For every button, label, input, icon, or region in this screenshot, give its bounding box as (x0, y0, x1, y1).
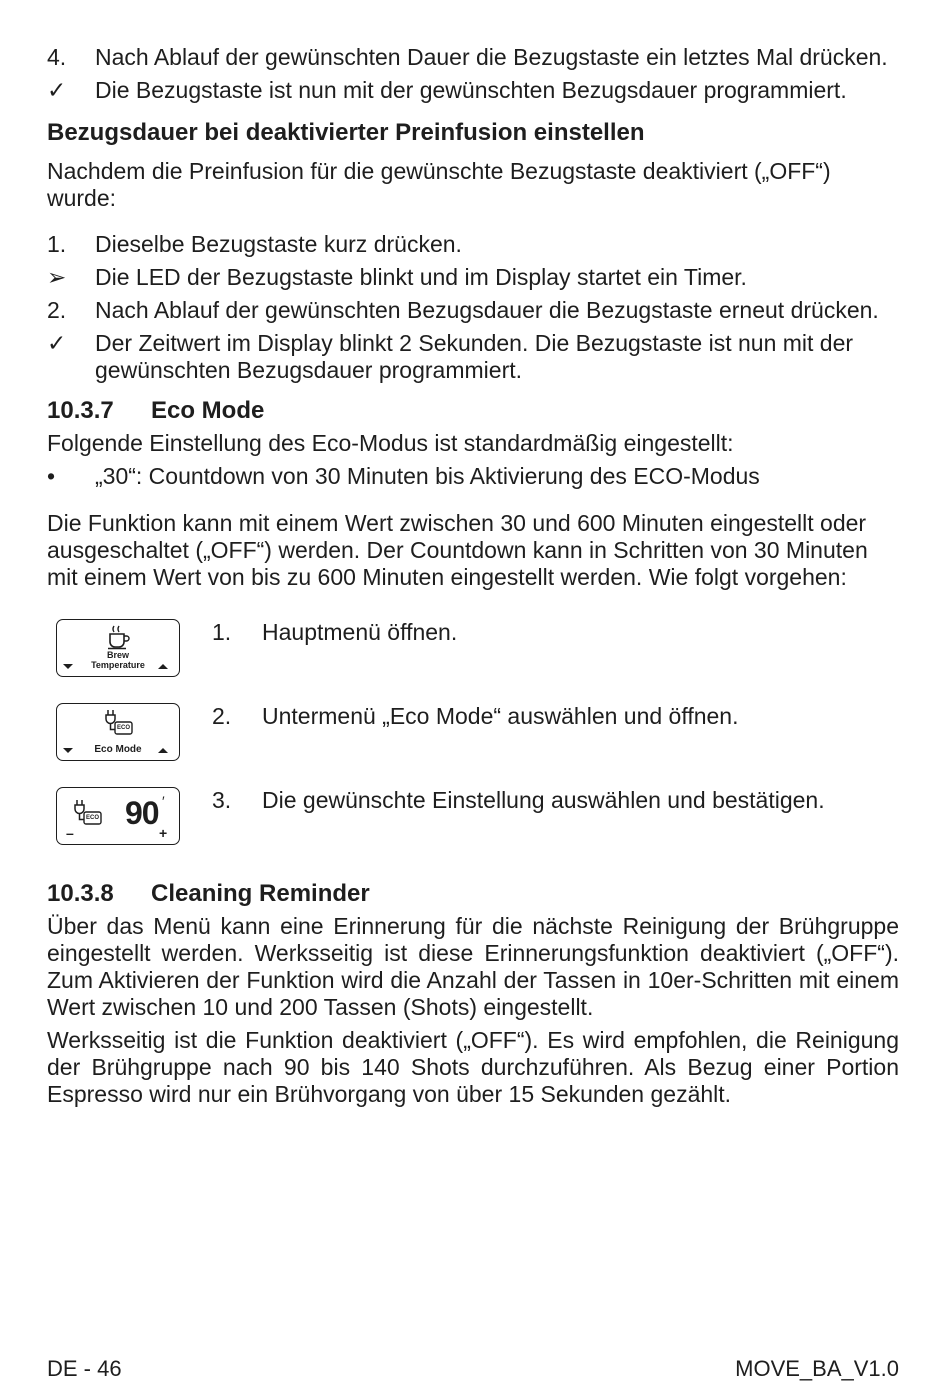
bullet-text: „30“: Countdown von 30 Minuten bis Aktivierung des ECO-Modus (95, 463, 760, 489)
document-id: MOVE_BA_V1.0 (735, 1356, 899, 1381)
list-item (47, 44, 899, 71)
list-item (47, 297, 899, 324)
display-label: Eco Mode (94, 744, 142, 755)
display-unit: ′ (162, 793, 165, 809)
step-number: 2. (212, 703, 232, 729)
step-text: Untermenü „Eco Mode“ auswählen und öffnen. (262, 703, 739, 729)
manual-page (47, 44, 899, 1108)
step-text: Dieselbe Bezugstaste kurz drücken. (95, 231, 462, 257)
section-heading-eco-mode (47, 396, 899, 426)
list-item (47, 77, 899, 104)
section-heading-cleaning-reminder (47, 879, 899, 909)
result-marker: ✓ (47, 330, 67, 356)
step-marker: 4. (47, 44, 67, 70)
section-description: Die Funktion kann mit einem Wert zwischen 30 und 600 Minuten eingestellt oder ausgeschaltet („OFF“) werden. Der Countdown kann in Schritten von 30 Minuten mit einem Wert von bis zu 600 Minuten eingestellt werden. Wie folgt vorgehen: (47, 510, 868, 590)
step-text: Hauptmenü öffnen. (262, 619, 458, 645)
section-paragraph: Werksseitig ist die Funktion deaktiviert („OFF“). Es wird empfohlen, die Reinigung der Brühgruppe nach 90 bis 140 Shots durchzuführen. Als Bezug einer Portion Espresso wird nur ein Brühvorgang von über 15 Sekunden gezählt. (47, 1027, 899, 1107)
eco-badge: ECO (85, 815, 99, 821)
page-number: DE - 46 (47, 1356, 122, 1381)
step-text: Die Bezugstaste ist nun mit der gewünschten Bezugsdauer programmiert. (95, 77, 847, 103)
result-marker: ✓ (47, 77, 67, 103)
display-panel (56, 703, 180, 761)
display-value: 90 (125, 795, 159, 831)
display-step (47, 787, 899, 845)
step-text: Die gewünschte Einstellung auswählen und bestätigen. (262, 787, 825, 813)
minus-indicator: – (66, 825, 74, 841)
step-text: Nach Ablauf der gewünschten Bezugsdauer die Bezugstaste erneut drücken. (95, 297, 879, 323)
display-label: Temperature (91, 660, 145, 670)
display-panel (56, 787, 180, 845)
list-item (47, 231, 899, 258)
section-paragraph: Über das Menü kann eine Erinnerung für die nächste Reinigung der Brühgruppe eingestellt werden. Werksseitig ist diese Erinnerungsfunktion deaktiviert („OFF“). Zum Aktivieren der Funktion wird die Anzahl der Tassen in 10er-Schritten mit einem Wert zwischen 10 und 200 Tassen (Shots) eingestellt. (47, 913, 899, 1020)
section-heading: Bezugsdauer bei deaktivierter Preinfusion einstellen (47, 119, 645, 146)
display-label: Brew (106, 650, 129, 660)
step-marker: 2. (47, 297, 67, 323)
display-step (47, 703, 899, 761)
section-intro: Nachdem die Preinfusion für die gewünschte Bezugstaste deaktiviert („OFF“) wurde: (47, 158, 831, 211)
step-number: 1. (212, 619, 232, 645)
bullet-item (47, 463, 899, 490)
section-title: Eco Mode (151, 397, 265, 424)
section-number: 10.3.8 (47, 880, 114, 907)
step-text: Die LED der Bezugstaste blinkt und im Display startet ein Timer. (95, 264, 747, 290)
display-panel (56, 619, 180, 677)
step-number: 3. (212, 787, 232, 813)
eco-badge: ECO (116, 725, 130, 731)
plus-indicator: + (159, 825, 168, 841)
section-title: Cleaning Reminder (151, 880, 370, 907)
list-item (47, 264, 899, 291)
arrow-marker: ➢ (47, 264, 67, 290)
step-text: Der Zeitwert im Display blinkt 2 Sekunden. Die Bezugstaste ist nun mit der gewünschten Bezugsdauer programmiert. (95, 330, 854, 383)
step-marker: 1. (47, 231, 67, 257)
display-step (47, 619, 899, 677)
step-text: Nach Ablauf der gewünschten Dauer die Bezugstaste ein letztes Mal drücken. (95, 44, 888, 70)
section-intro: Folgende Einstellung des Eco-Modus ist standardmäßig eingestellt: (47, 430, 734, 456)
bullet-marker: • (47, 463, 56, 489)
list-item (47, 330, 899, 384)
section-number: 10.3.7 (47, 397, 114, 424)
